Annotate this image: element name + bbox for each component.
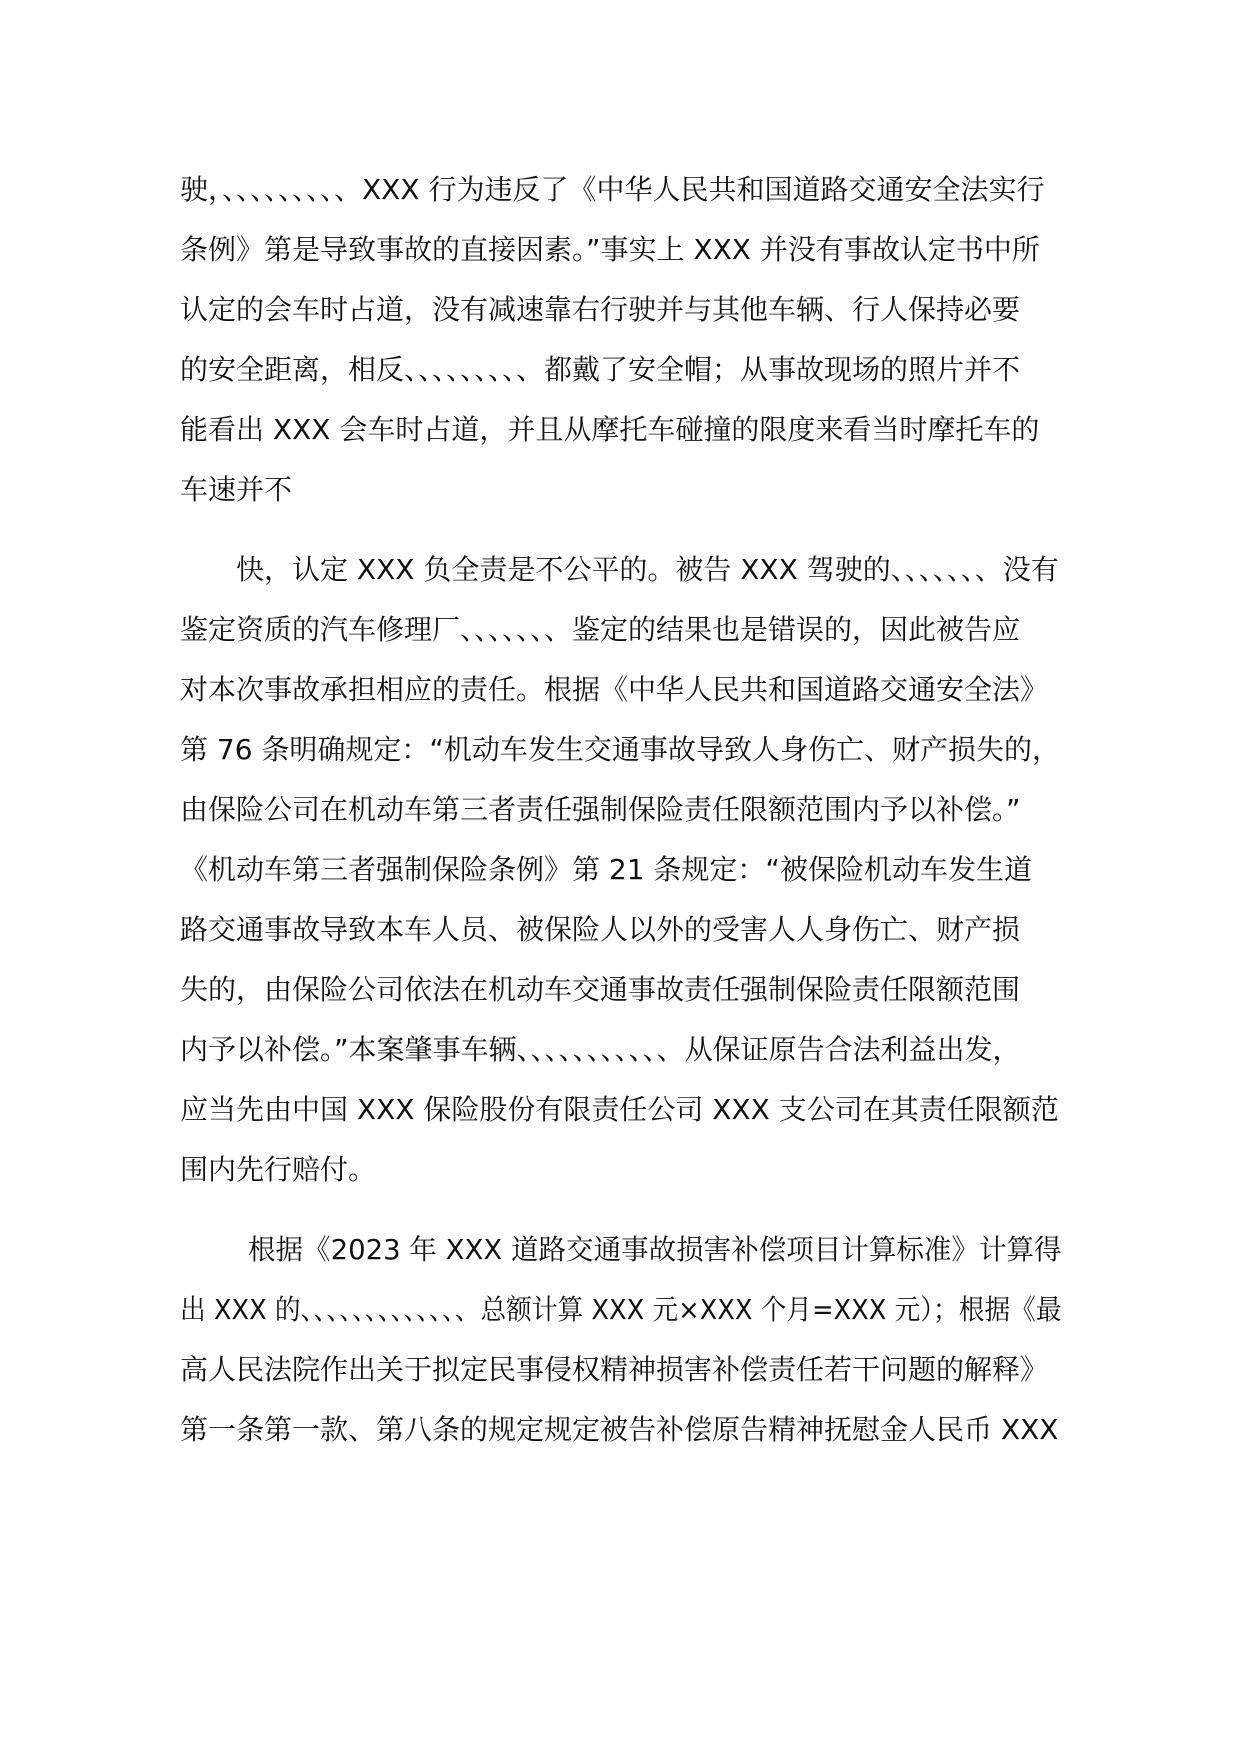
text-line-18: 根据《2023 年 XXX 道路交通事故损害补偿项目计算标准》计算得 xyxy=(248,1233,1062,1266)
text-line-10: 第 76 条明确规定：“机动车发生交通事故导致人身伤亡、财产损失的， xyxy=(180,733,1060,766)
text-line-11: 由保险公司在机动车第三者责任强制保险责任限额范围内予以补偿。” xyxy=(180,793,1021,826)
text-line-8: 鉴定资质的汽车修理厂、、、、、、、鉴定的结果也是错误的，因此被告应 xyxy=(180,613,1021,646)
text-line-13: 路交通事故导致本车人员、被保险人以外的受害人人身伤亡、财产损 xyxy=(180,913,1021,946)
text-line-19: 出 XXX 的、、、、、、、、、、、、、总额计算 XXX 元×XXX 个月=XXX 元）；根据《最 xyxy=(180,1293,1062,1326)
text-line-6: 车速并不 xyxy=(180,473,293,506)
text-line-17: 围内先行赔付。 xyxy=(180,1153,377,1186)
text-line-3: 认定的会车时占道，没有减速靠右行驶并与其他车辆、行人保持必要 xyxy=(180,293,1021,326)
text-line-2: 条例》第是导致事故的直接因素。”事实上 XXX 并没有事故认定书中所 xyxy=(180,233,1040,266)
text-line-12: 《机动车第三者强制保险条例》第 21 条规定：“被保险机动车发生道 xyxy=(180,853,1032,886)
text-line-20: 高人民法院作出关于拟定民事侵权精神损害补偿责任若干问题的解释》 xyxy=(180,1353,1049,1386)
text-line-4: 的安全距离，相反、、、、、、、、、都戴了安全帽；从事故现场的照片并不 xyxy=(180,353,1021,386)
text-line-16: 应当先由中国 XXX 保险股份有限责任公司 XXX 支公司在其责任限额范 xyxy=(180,1093,1059,1126)
text-line-14: 失的，由保险公司依法在机动车交通事故责任强制保险责任限额范围 xyxy=(180,973,1021,1006)
text-line-5: 能看出 XXX 会车时占道，并且从摩托车碰撞的限度来看当时摩托车的 xyxy=(180,413,1040,446)
text-line-15: 内予以补偿。”本案肇事车辆、、、、、、、、、、、从保证原告合法利益出发， xyxy=(180,1033,1021,1066)
text-line-21: 第一条第一款、第八条的规定规定被告补偿原告精神抚慰金人民币 XXX xyxy=(180,1413,1059,1446)
text-line-1: 驶，、、、、、、、、、XXX 行为违反了《中华人民共和国道路交通安全法实行 xyxy=(180,173,1045,206)
text-line-7: 快，认定 XXX 负全责是不公平的。被告 XXX 驾驶的、、、、、、、没有 xyxy=(236,553,1059,586)
text-line-9: 对本次事故承担相应的责任。根据《中华人民共和国道路交通安全法》 xyxy=(180,673,1049,706)
